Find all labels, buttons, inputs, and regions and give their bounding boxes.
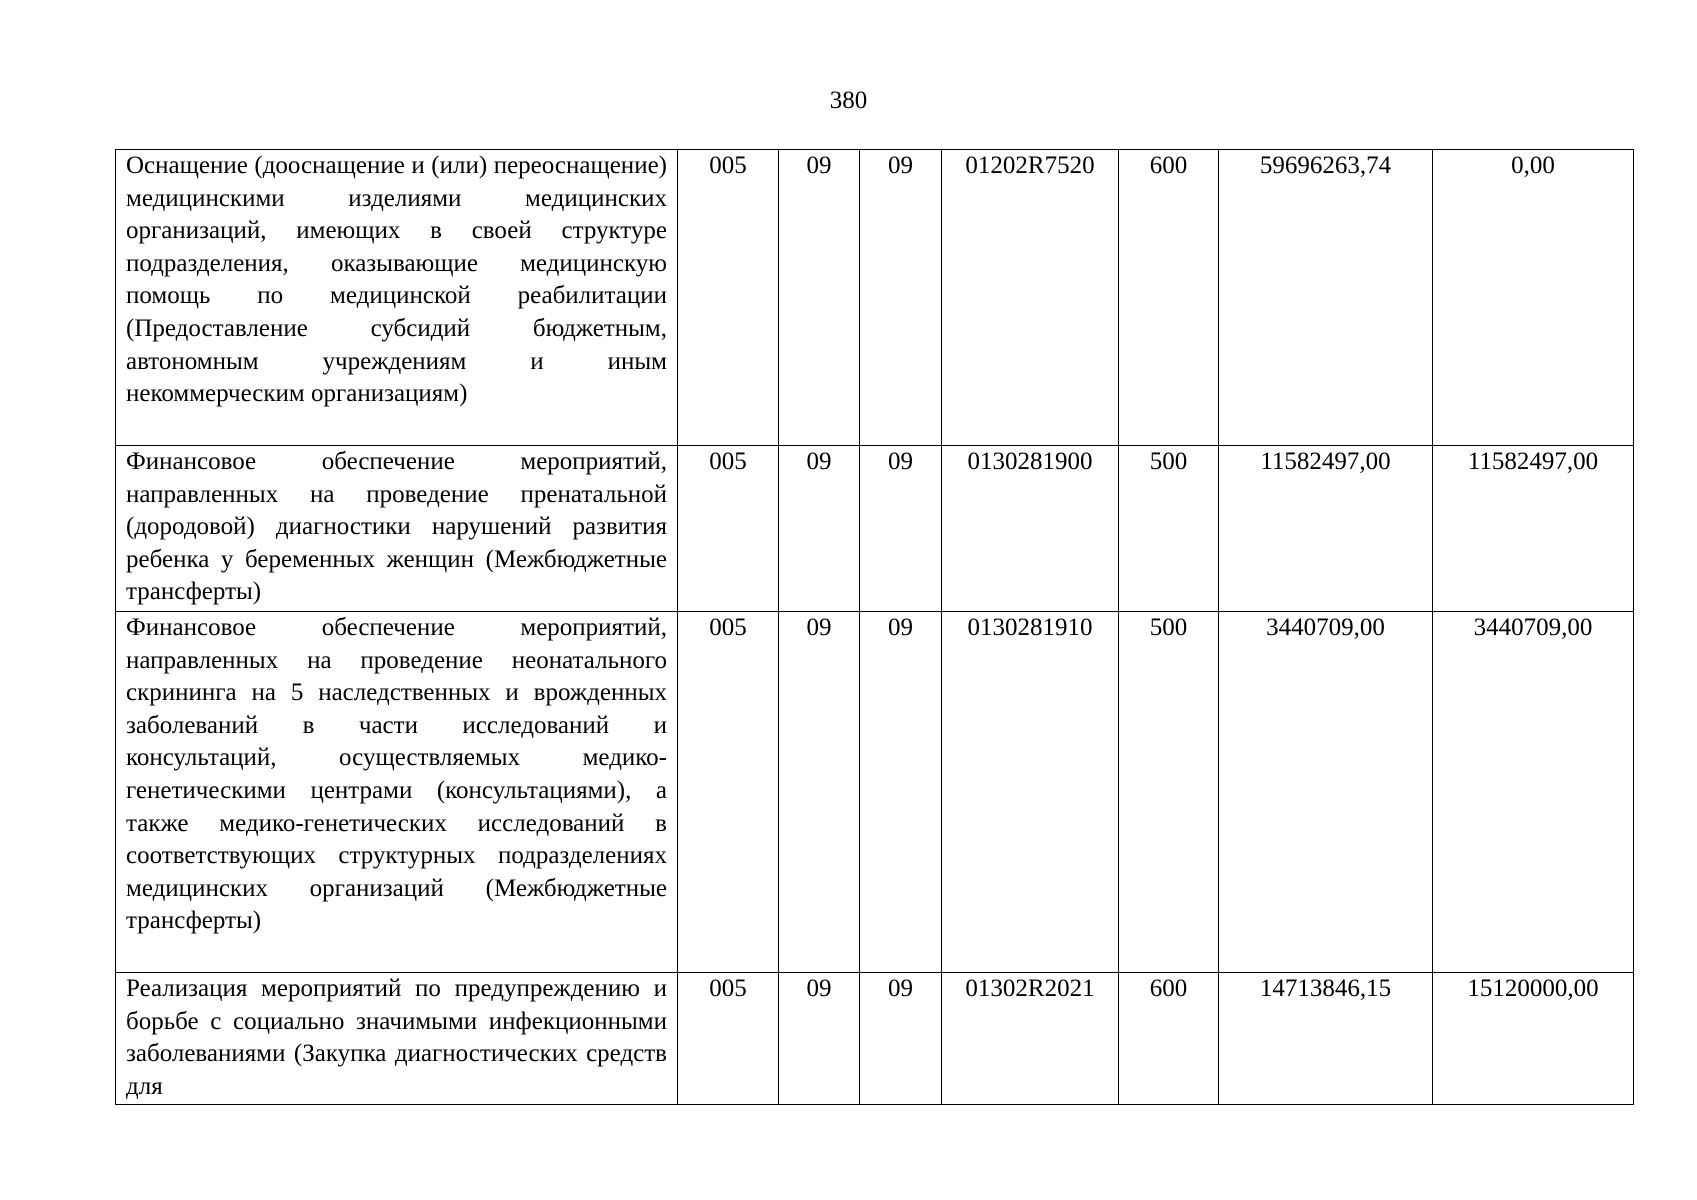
- target-article-code: 0130281900: [942, 446, 1119, 612]
- ministry-code: 005: [678, 446, 779, 612]
- table-row: [116, 612, 1634, 973]
- section-code: 09: [779, 150, 860, 446]
- ministry-code: 005: [678, 150, 779, 446]
- subsection-code: 09: [860, 973, 942, 1105]
- ministry-code: 005: [678, 973, 779, 1105]
- target-article-code: 0130281910: [942, 612, 1119, 973]
- subsection-code: 09: [860, 446, 942, 612]
- table-row: [116, 446, 1634, 612]
- section-code: 09: [779, 973, 860, 1105]
- row-description: Реализация мероприятий по предупреждению и борьбе с социально значимыми инфекционными заболеваниями (Закупка диагностических средств для: [116, 973, 678, 1105]
- expense-type-code: 600: [1119, 150, 1219, 446]
- page-number: 380: [829, 87, 868, 114]
- amount-2: 11582497,00: [1433, 446, 1634, 612]
- amount-1: 11582497,00: [1219, 446, 1433, 612]
- subsection-code: 09: [860, 150, 942, 446]
- subsection-code: 09: [860, 612, 942, 973]
- section-code: 09: [779, 446, 860, 612]
- budget-table: [115, 149, 1634, 1105]
- target-article-code: 01302R2021: [942, 973, 1119, 1105]
- amount-2: 15120000,00: [1433, 973, 1634, 1105]
- section-code: 09: [779, 612, 860, 973]
- row-description: Финансовое обеспечение мероприятий, направленных на проведение неонатального скрининга на 5 наследственных и врожденных заболеваний в части исследований и консультаций, осуществляемых медико-генетическими центрами (консультациями), а также медико-генетических исследований в соответствующих структурных подразделениях медицинских организаций (Межбюджетные трансферты): [116, 612, 678, 973]
- row-description: Финансовое обеспечение мероприятий, направленных на проведение пренатальной (дородовой) диагностики нарушений развития ребенка у беременных женщин (Межбюджетные трансферты): [116, 446, 678, 612]
- amount-1: 14713846,15: [1219, 973, 1433, 1105]
- row-description: Оснащение (дооснащение и (или) переоснащение) медицинскими изделиями медицинских организаций, имеющих в своей структуре подразделения, оказывающие медицинскую помощь по медицинской реабилитации (Предоставление субсидий бюджетным, автономным учреждениям и иным некоммерческим организациям): [116, 150, 678, 446]
- amount-1: 3440709,00: [1219, 612, 1433, 973]
- expense-type-code: 500: [1119, 612, 1219, 973]
- amount-1: 59696263,74: [1219, 150, 1433, 446]
- table-row: [116, 973, 1634, 1105]
- amount-2: 3440709,00: [1433, 612, 1634, 973]
- expense-type-code: 500: [1119, 446, 1219, 612]
- target-article-code: 01202R7520: [942, 150, 1119, 446]
- amount-2: 0,00: [1433, 150, 1634, 446]
- ministry-code: 005: [678, 612, 779, 973]
- expense-type-code: 600: [1119, 973, 1219, 1105]
- table-row: [116, 150, 1634, 446]
